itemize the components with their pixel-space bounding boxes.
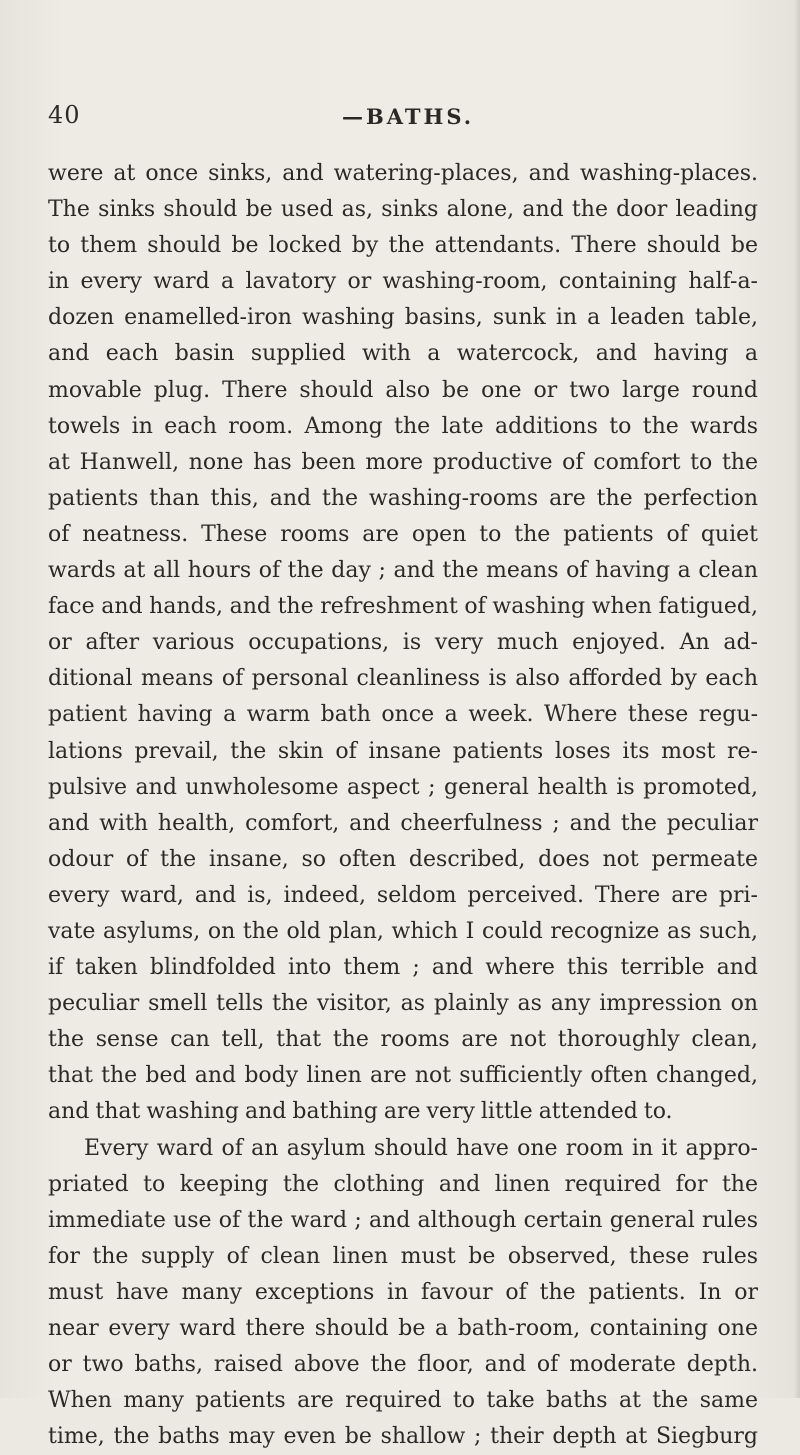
text-line: priated to keeping the clothing and linen required for the [48,1171,758,1197]
text-line: of neatness. These rooms are open to the patients of quiet [48,521,758,547]
text-line: odour of the insane, so often described, does not permeate [48,846,758,872]
text-line: wards at all hours of the day ; and the means of having a clean [48,558,758,584]
text-line: The sinks should be used as, sinks alone, and the door leading [48,197,758,223]
text-line: patients than this, and the washing-rooms are the perfection [48,485,758,511]
text-line: every ward, and is, indeed, seldom perceived. There are pri- [48,882,758,908]
text-line: and with health, comfort, and cheerfulness ; and the peculiar [48,810,758,836]
text-line: for the supply of clean linen must be observed, these rules [48,1243,758,1269]
text-line: patient having a warm bath once a week. Where these regu- [48,702,758,728]
text-line: must have many exceptions in favour of the patients. In or [48,1279,758,1305]
text-line: vate asylums, on the old plan, which I could recognize as such, [48,918,758,944]
text-line: to them should be locked by the attendants. There should be [48,233,758,259]
text-line: peculiar smell tells the visitor, as plainly as any impression on [48,991,758,1017]
text-line: towels in each room. Among the late additions to the wards [48,413,758,439]
text-line: or after various occupations, is very much enjoyed. An ad- [48,630,758,656]
text-line: dozen enamelled-iron washing basins, sunk in a leaden table, [48,305,758,331]
text-line: and each basin supplied with a watercock, and having a [48,341,758,367]
paragraph-end-line: and that washing and bathing are very little attended to. [48,1099,673,1125]
text-line: at Hanwell, none has been more productive of comfort to the [48,449,758,475]
running-head [48,100,758,130]
text-line: or two baths, raised above the floor, and of moderate depth. [48,1352,758,1378]
text-line: that the bed and body linen are not sufficiently often changed, [48,1063,758,1089]
text-line: movable plug. There should also be one or two large round [48,377,758,403]
text-line: ditional means of personal cleanliness is also afforded by each [48,666,758,692]
text-line: the sense can tell, that the rooms are not thoroughly clean, [48,1027,758,1053]
text-line: face and hands, and the refreshment of washing when fatigued, [48,594,758,620]
text-line: When many patients are required to take baths at the same [48,1388,758,1414]
text-line: lations prevail, the skin of insane patients loses its most re- [48,738,758,764]
page-edge-shadow [794,0,800,1398]
text-line: near every ward there should be a bath-room, containing one [48,1316,758,1341]
text-line: in every ward a lavatory or washing-room, containing half-a- [48,269,758,295]
body-text [48,156,758,1455]
text-line: time, the baths may even be shallow ; their depth at Siegburg [48,1424,758,1450]
text-line: immediate use of the ward ; and although certain general rules [48,1207,758,1233]
text-line: if taken blindfolded into them ; and where this terrible and [48,955,758,981]
running-title: —BATHS. [342,104,475,129]
page-number: 40 [48,101,81,129]
text-line: pulsive and unwholesome aspect ; general health is promoted, [48,774,758,800]
text-line: were at once sinks, and watering-places, and washing-places. [48,161,758,186]
paragraph-start-line: Every ward of an asylum should have one room in it appro- [84,1135,758,1161]
